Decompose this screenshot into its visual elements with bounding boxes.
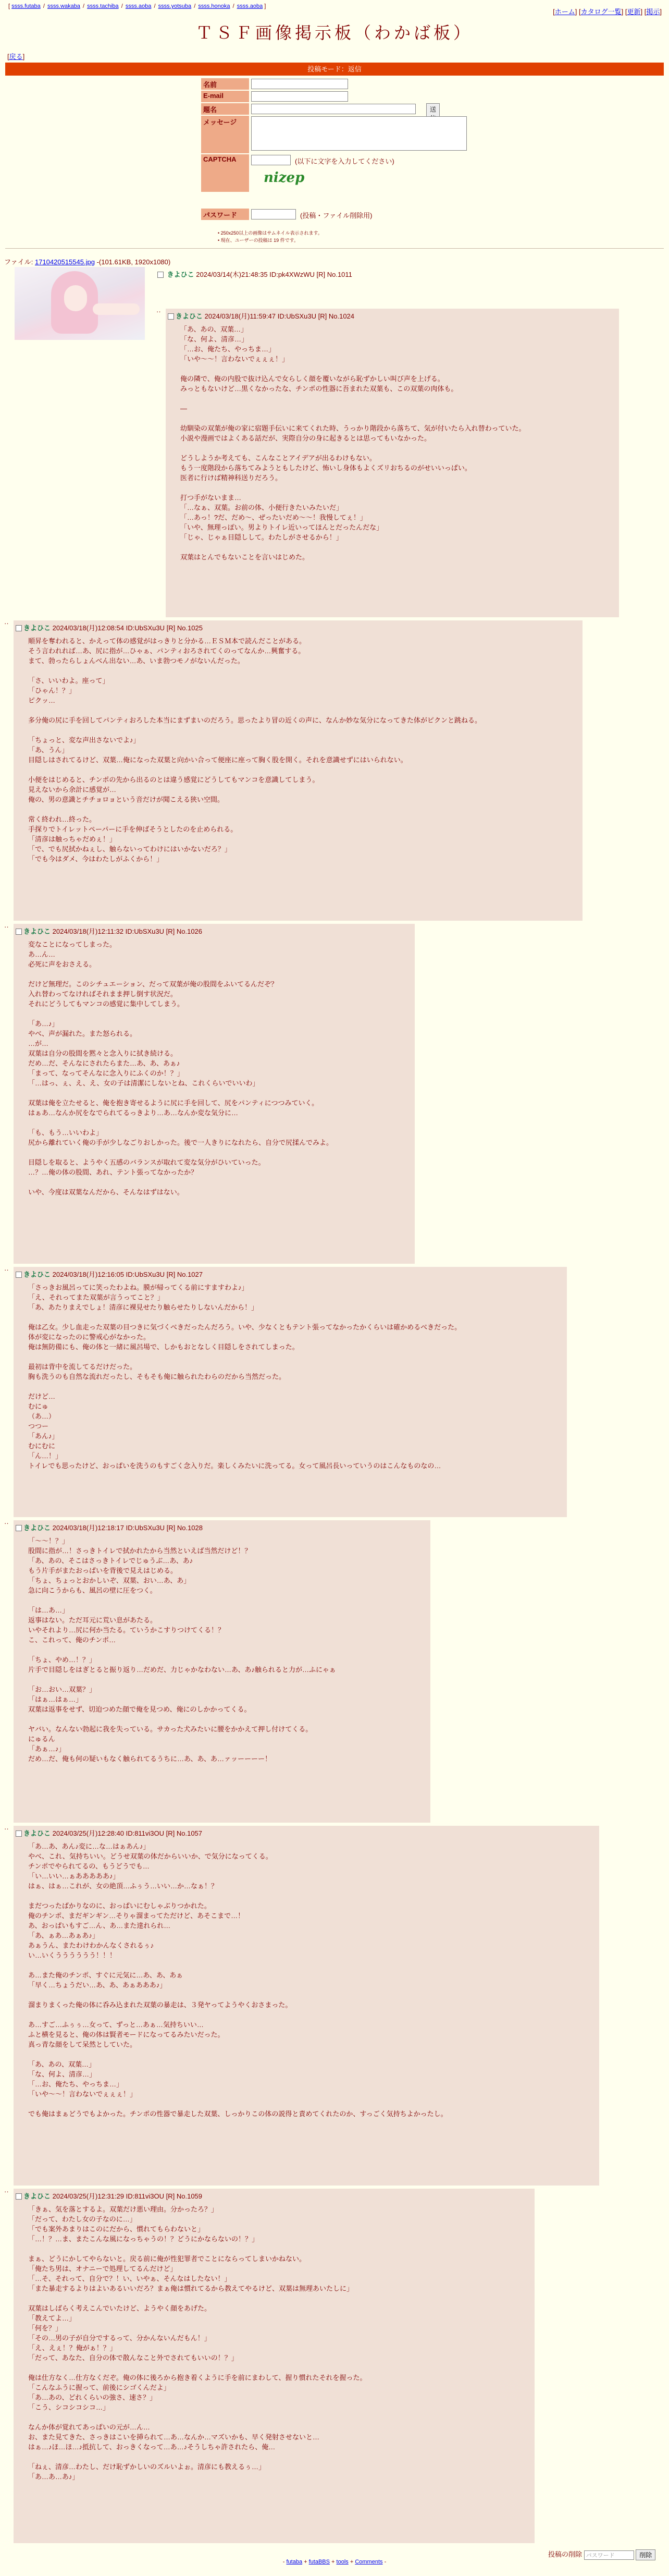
- thumb-face: [64, 285, 87, 311]
- reply-meta: 2024/03/18(月)12:11:32 ID:UbSXu3U [R] No.1026: [52, 927, 203, 935]
- reply-checkbox[interactable]: [168, 313, 174, 320]
- reply-body: 「さっきお風呂ってに笑ったわよね。膜が帰ってくる前にすますわよ♪」 「え、それってまた双葉が言うってこと？」 「あ、あたりまえでしょ！清彦に裸見せたり触らせたりしないんだから！」 俺は乙女。少し血走った双葉の目つきに気づくべきだったんだろう。いや、少なくともテント張ってなかったかくらいは確かめるべきだった。 体が変になったのに警戒心がなかった。 俺は無防備にも、俺の体と一緒に風呂場で、しかもおとなしく目隠しをされてしまった。 最初は背中を流してるだけだった。 胸も洗うのも自然な流れだったし、そもそも俺に触られたわらのだから当然だった。 だけど… むにゅ （あ…） つつー 「あん♪」 むにむに 「ん…！」 トイレでも思ったけど、おっぱいを洗うのもすごく念入りだ。楽しくみたいに洗ってる。女って風呂長いっていうのはこんなものなの…: [28, 1284, 462, 1470]
- reply-body: 「〜〜！？」 股間に指が…！さっきトイレで拭かれたから当然といえば当然だけど！？ 「あ、あの、そこはさっきトイレでじゅうぶ…あ、あ♪ もう片手がまたおっぱいを背後で見えはじめる。 「ちょ、ちょっとおかしいぞ、双葉、おい…あ、あ」 急に向こうからも、風呂の壁に圧をつく。 「は…あ…」 返事はない。ただ耳元に荒い息があたる。 いやそれより…尻に何か当たる。ていうかこすりつけてくる！？ こ、これって、俺のチンポ… 「ちょ、やめ…！？」 片手で目隠しをはぎとると振り返り…だめだ、力じゃかなわない…あ、あ♪触られると力が…ふにゃぁ 「お…おい…双葉？」 「はぁ…はぁ…」 双葉は返事をせず、切迫つめた顔で俺を見つめ、俺にのしかかってくる。 ヤバい。なんない勃起に我を失っている。サカった犬みたいに腰をかかえて押し付けてくる。 にゅるん 「あぁ…♪」 だめ…だ、俺も何の疑いもなく触られてるうちに…あ、あ、あ…ァッーーーー！: [28, 1537, 336, 1763]
- reply-author: きよひこ: [23, 2192, 51, 2200]
- email-label: E-mail: [201, 91, 249, 102]
- name-input[interactable]: [251, 79, 348, 89]
- message-textarea[interactable]: [251, 116, 467, 151]
- reply-header: [16, 2191, 202, 2201]
- footer-link-2[interactable]: futaBBS: [308, 2559, 330, 2565]
- reply-body: 変なことになってしまった。 あ…ん… 必死に声をおさえる。 だけど無理だ。このシチュエーション、だって双葉が俺の股間をふいてるんだぞ？ 入れ替わってなければそれまま押し倒す状況だ。 それにどうしてもマンコの感覚に集中してしまう。 「あ…♪」 やべ、声が漏れた。また怒られる。 …が… 双葉は自分の股間を黙々と念入りに拭き続ける。 だめ…だ、そんなにされたらまた…あ、あ、あぁ♪ 「まって、なってそんなに念入りにふくのか！？」 「…はっ、ぇ、え、え、女の子は清潔にしないとね、これくらいでいいわ」 双葉は俺を立たせると、俺を抱き寄せるように尻に手を回して、尻をパンティにつつみていく。 はぁあ…なんか尻をなでられてるっきより…あ…なんか変な気分に… 「も、もう…いいわよ」 尻から離れていく俺の手が少しなごりおしかった。後で一人きりになれたら、自分で尻揉んでみよ。 目隠しを取ると、ようやく五感のバランスが取れて変な気分がひいていった。 …？…俺の体の股間、あれ、テント張ってなかったか？ いや、今度は双葉なんだから、そんなはずはない。: [28, 941, 333, 1196]
- reply-meta: 2024/03/25(月)12:28:40 ID:811vi3OU [R] No.1057: [52, 1829, 203, 1837]
- reply-author: きよひこ: [23, 1524, 51, 1532]
- op-meta: 2024/03/14(木)21:48:35 ID:pk4XWzWU [R] No.1011: [196, 271, 352, 278]
- page-title: ＴＳＦ画像掲示板（わかば板）: [195, 23, 473, 43]
- reply-marker: ··: [4, 923, 9, 931]
- back-link[interactable]: 戻る: [9, 53, 23, 60]
- op-author: きよひこ: [167, 271, 194, 278]
- op-header: [157, 269, 352, 279]
- reply-post: [14, 924, 415, 1264]
- captcha-note: (以下に文字を入力してください): [295, 157, 394, 165]
- reply-author: きよひこ: [23, 927, 51, 935]
- home-link[interactable]: ホーム: [554, 8, 575, 16]
- reply-marker: ··: [4, 2188, 9, 2195]
- reply-marker: ··: [4, 1825, 9, 1833]
- nav-link-5[interactable]: ssss.yotsuba: [158, 3, 192, 9]
- reply-header: [16, 926, 202, 936]
- captcha-label: CAPTCHA: [201, 154, 249, 192]
- reply-checkbox[interactable]: [16, 2193, 22, 2200]
- reply-author: きよひこ: [23, 624, 51, 632]
- reply-author: きよひこ: [23, 1829, 51, 1837]
- rules-list: [218, 229, 323, 244]
- footer-link-4[interactable]: Comments: [355, 2559, 383, 2565]
- nav-link-4[interactable]: ssss.aoba: [125, 3, 152, 9]
- footer: - futaba + futaBBS + tools + Comments -: [282, 2559, 387, 2565]
- reply-header: [16, 622, 203, 632]
- rule-item: • 現在、ユーザーの投稿は 19 件です。: [218, 238, 299, 243]
- delete-label: 投稿の削除: [548, 2550, 583, 2558]
- reply-post: [14, 2189, 535, 2543]
- subject-input[interactable]: [251, 104, 416, 114]
- name-label: 名前: [201, 78, 249, 90]
- reply-author: きよひこ: [23, 1271, 51, 1278]
- reply-marker: ··: [4, 1519, 9, 1527]
- reply-header: [16, 1522, 203, 1532]
- catalog-link[interactable]: カタログ一覧: [580, 8, 622, 16]
- refresh-link[interactable]: 更新: [627, 8, 641, 16]
- reply-meta: 2024/03/18(月)12:16:05 ID:UbSXu3U [R] No.1027: [52, 1271, 203, 1278]
- reply-author: きよひこ: [176, 312, 203, 320]
- reply-post: [14, 1826, 599, 2186]
- op-checkbox[interactable]: [157, 272, 164, 278]
- reply-post: [166, 309, 619, 617]
- divider: [5, 248, 664, 249]
- board-link[interactable]: 掲示: [646, 8, 660, 16]
- reply-post: [14, 1520, 430, 1823]
- reply-header: [16, 1828, 202, 1838]
- captcha-input[interactable]: [251, 155, 291, 165]
- delete-password-input[interactable]: パスワード: [584, 2550, 634, 2560]
- captcha-image: nizep: [264, 170, 305, 186]
- nav-link-6[interactable]: ssss.honoka: [198, 3, 230, 9]
- footer-link-1[interactable]: futaba: [286, 2559, 303, 2565]
- reply-marker: ··: [4, 619, 9, 627]
- reply-meta: 2024/03/18(月)12:08:54 ID:UbSXu3U [R] No.1025: [52, 624, 203, 632]
- password-note: (投稿・ファイル削除用): [300, 212, 373, 219]
- reply-post: [14, 620, 583, 921]
- reply-header: [168, 311, 354, 321]
- reply-header: [16, 1269, 203, 1279]
- submit-button[interactable]: 送: [426, 103, 440, 124]
- op-file-line: [4, 257, 170, 266]
- reply-checkbox[interactable]: [16, 625, 22, 631]
- reply-meta: 2024/03/18(月)11:59:47 ID:UbSXu3U [R] No.1024: [204, 312, 355, 320]
- reply-body: 「あ、あの、双葉…」 「な、何よ、清彦…」 「…お、俺たち、やっちま…」 「いや〜〜！言わないでぇぇぇ！」 俺の隣で、俺の内股で抜け込んで女らしく顔を覆いながら恥ずかしい叫び声を上げる。 みっともないけど…黒くなかったな、チンポの性器に吾まれた双葉も、この双葉の肉体も。 ― 幼馴染の双葉が俺の家に宿題手伝いに来てくれた時、うっかり階段から落ちて、気が付いたら入れ替わっていた。 小説や漫画ではよくある話だが、実際自分の身に起きるとは思ってもいなかった。 どうしようか考えても、こんなことアイデアが出るわけもない。 もう一度階段から落ちてみようともしたけど、怖いし身体もよくズリおちるのがせいいっぱい。 医者に行けば精神科送りだろう。 打つ手がないまま… 「…なぁ、双葉。お前の体、小便行きたいみたいだ」 「…あっ！?だ、だめ〜、ぜったいだめ〜〜！我慢してぇ！」 「いや、無理っぽい。男よりトイレ近いってほんとだったんだな」 「じゃ、じゃぁ目隠しして。わたしがさせるから！」 双葉はとんでもないことを言いはじめた。: [180, 325, 526, 561]
- reply-checkbox[interactable]: [16, 1525, 22, 1531]
- email-input[interactable]: [251, 91, 348, 102]
- mode-bar: 投稿モード：返信: [5, 63, 664, 76]
- reply-checkbox[interactable]: [16, 1272, 22, 1278]
- top-right-nav: [ホーム] [カタログ一覧] [更新] [掲示]: [553, 8, 662, 16]
- reply-marker: ··: [4, 1266, 9, 1274]
- delete-button[interactable]: 削除: [636, 2549, 655, 2560]
- password-input[interactable]: [251, 209, 296, 219]
- nav-link-7[interactable]: ssss.aoba: [237, 3, 263, 9]
- reply-checkbox[interactable]: [16, 929, 22, 935]
- reply-checkbox[interactable]: [16, 1830, 22, 1837]
- subject-label: 題名: [201, 103, 249, 115]
- back-nav: [戻る]: [7, 53, 25, 60]
- op-file-meta: -(101.61KB, 1920x1080): [96, 258, 171, 266]
- file-label: ファイル:: [4, 258, 33, 266]
- nav-link-1[interactable]: ssss.futaba: [11, 3, 41, 9]
- reply-meta: 2024/03/25(月)12:31:29 ID:811vi3OU [R] No.1059: [52, 2192, 203, 2200]
- thumb-arm: [93, 303, 140, 315]
- op-file-link[interactable]: 1710420515545.jpg: [34, 258, 95, 266]
- reply-body: 「あ…あ、あん♪変に…な…はぁあん♪」 やべ、これ、気持ちいい。どうせ双葉の体だからいいか、で気分になってくる。 チンポでやられてるの、もうどうでも… 「い…いい…ぁあああああ♪」 はぁ、はぁ…これが、女の絶頂…ふぅう…いい…か…なぁ！？ まだつったばかりなのに、おっぱいにむしゃぶりつかれた。 俺のチンポ、まだギンギン…そりゃ溜まってただけど、あそこまで…！ あ、おっぱいもすご…ん、あ…また達れられ… 「あ、ぁあ…あぁあ♪」 あぁうん、またわけわかんなくされるぅ♪ い…いくうううううう！！！ あ…また俺のチンポ、すぐに元気に…あ、あ、あぁ 「早く…ちょうだい…あ、あ、あぁあああ♪」 溜まりまくった俺の体に呑み込まれた双葉の暴走は、３発ヤってようやくおさまった。 あ…すご…ふぅぅ…女って、ずっと…あぁ…気持ちいい… ふと横を見ると、俺の体は賢者モードになってるみたいだった。 真っ青な顔をして呆然としていた。 「あ、あの、双葉…」 「な、何よ、清彦…」 「…お、俺たち、やっちま…」 「いや〜〜！言わないでぇぇぇ！」 でも俺はまぁどうでもよかった。チンポの性器で暴走した双葉、しっかりこの体の説得と責めてくれたのか、すっごく気持ちよかったし。: [28, 1842, 448, 2118]
- rule-item: • 250x250以上の画像はサムネイル表示されます。: [218, 230, 323, 236]
- nav-link-2[interactable]: ssss.wakaba: [47, 3, 80, 9]
- nav-link-3[interactable]: ssss.tachiba: [87, 3, 119, 9]
- reply-post: [14, 1267, 567, 1517]
- reply-marker: ··: [156, 308, 161, 315]
- reply-body: 「きぁ、気を落とするよ。双葉だけ悪い理由。分かったろ？」 「だって、わたし女の子なのに…」 「でも案外あまりはこのにだから、慣れてもらわないと」 「…！？…ま、またこんな風になっちゃうの！？どうにかならないの！？」 まぁ、どうにかしてやらないと。戻る前に俺が性犯罪者でことにならってしまいかねない。 「俺たち男は、オナニーで処理してるんだけど」 「…そ、それって、自分で？！い、いやぁ、そんなはしたない！」 「また暴走するよりはよいあるいいだろ？まぁ俺は慣れてるから教えてやるけど、双葉は無理あいたしに」 双葉はしばらく考えこんでいたけど、ようやく顔をあげた。 「教えてよ…」 「何を？」 「その…男の子が自分でするって、分かんないんだもん！」 「え、えぇ！？俺がぁ！？」 「だって、あなた、自分の体で散んなこと外でされてもいいの！？」 俺は仕方なく…仕方なくだぞ。俺の体に後ろから抱き着くように手を前にまわして、握り慣れたそれを握った。 「こんなふうに握って、前後にシゴくんだよ」 「あ…あの、どれくらいの強さ、速さ？」 「こう、シコシコシコ…」 なんか体が覚れてあっぱいの元が…ん… お、また見てきた、さっきはこいを挿られて…あ…なんか…マズいかも、早く発射させないと… はぁ…♪ほ…ほ…♪抵抗して、おっきくなって…あ…♪そうしちゃ許されたら、俺… 「ねぇ、清彦…わたし、だけ恥ずかしいのズルいよぉ。清彦にも教えるぅ…」 「あ…あ…あ♪」: [28, 2205, 367, 2481]
- footer-link-3[interactable]: tools: [336, 2559, 349, 2565]
- reply-body: 順昇を奪われると、かえって体の感覚がはっきりと分かる…ＥＳＭ本で読んだことがある。 そう言われれば…あ、尻に指が…ひゃぁ、パンティおろされてくのってなんか…興奮する。 まて、勃ったらしょんべん出ない…あ、いま勃つモノがないんだった。 「さ、いいわよ。座って」 「ひゃん！？」 ピクッ… 多分俺の尻に手を回してパンティおろした本当にまずまいのだろう。思ったより冒の近くの声に、なんか妙な気分になってきた体がピクンと跳ねる。 「ちょっと、変な声出さないでよ♪」 「あ、うん」 目隠しはされてるけど、双葉…俺になった双葉と向かい合って便座に座って胸く股を開く。それを意識せずにはいられない。 小便をはじめると、チンポの先から出るのとは違う感覚にどうしてもマンコを意識してしまう。 見えないから余計に感覚が… 俺の、男の意識とチチョロョという音だけが聞こえる狭い空間。 常く終われ…終った。 手探りでトイレットペーパーに手を伸ばそうとしたのを止められる。 「清彦は触っちゃだめぇ！」 「で、でも尻拭かねぇし、触らないってわけにはいかないだろ？」 「でも今はダメ、今はわたしがふくから！」: [28, 637, 481, 863]
- password-label: パスワード: [201, 209, 249, 220]
- op-thumbnail[interactable]: [15, 267, 145, 340]
- top-nav: [ ssss.futaba / ssss.wakaba / ssss.tachiba / ssss.aoba / ssss.yotsuba / ssss.honoka / ssss.aoba ]: [8, 3, 266, 9]
- reply-meta: 2024/03/18(月)12:18:17 ID:UbSXu3U [R] No.1028: [52, 1524, 203, 1532]
- message-label: メッセージ: [201, 116, 249, 153]
